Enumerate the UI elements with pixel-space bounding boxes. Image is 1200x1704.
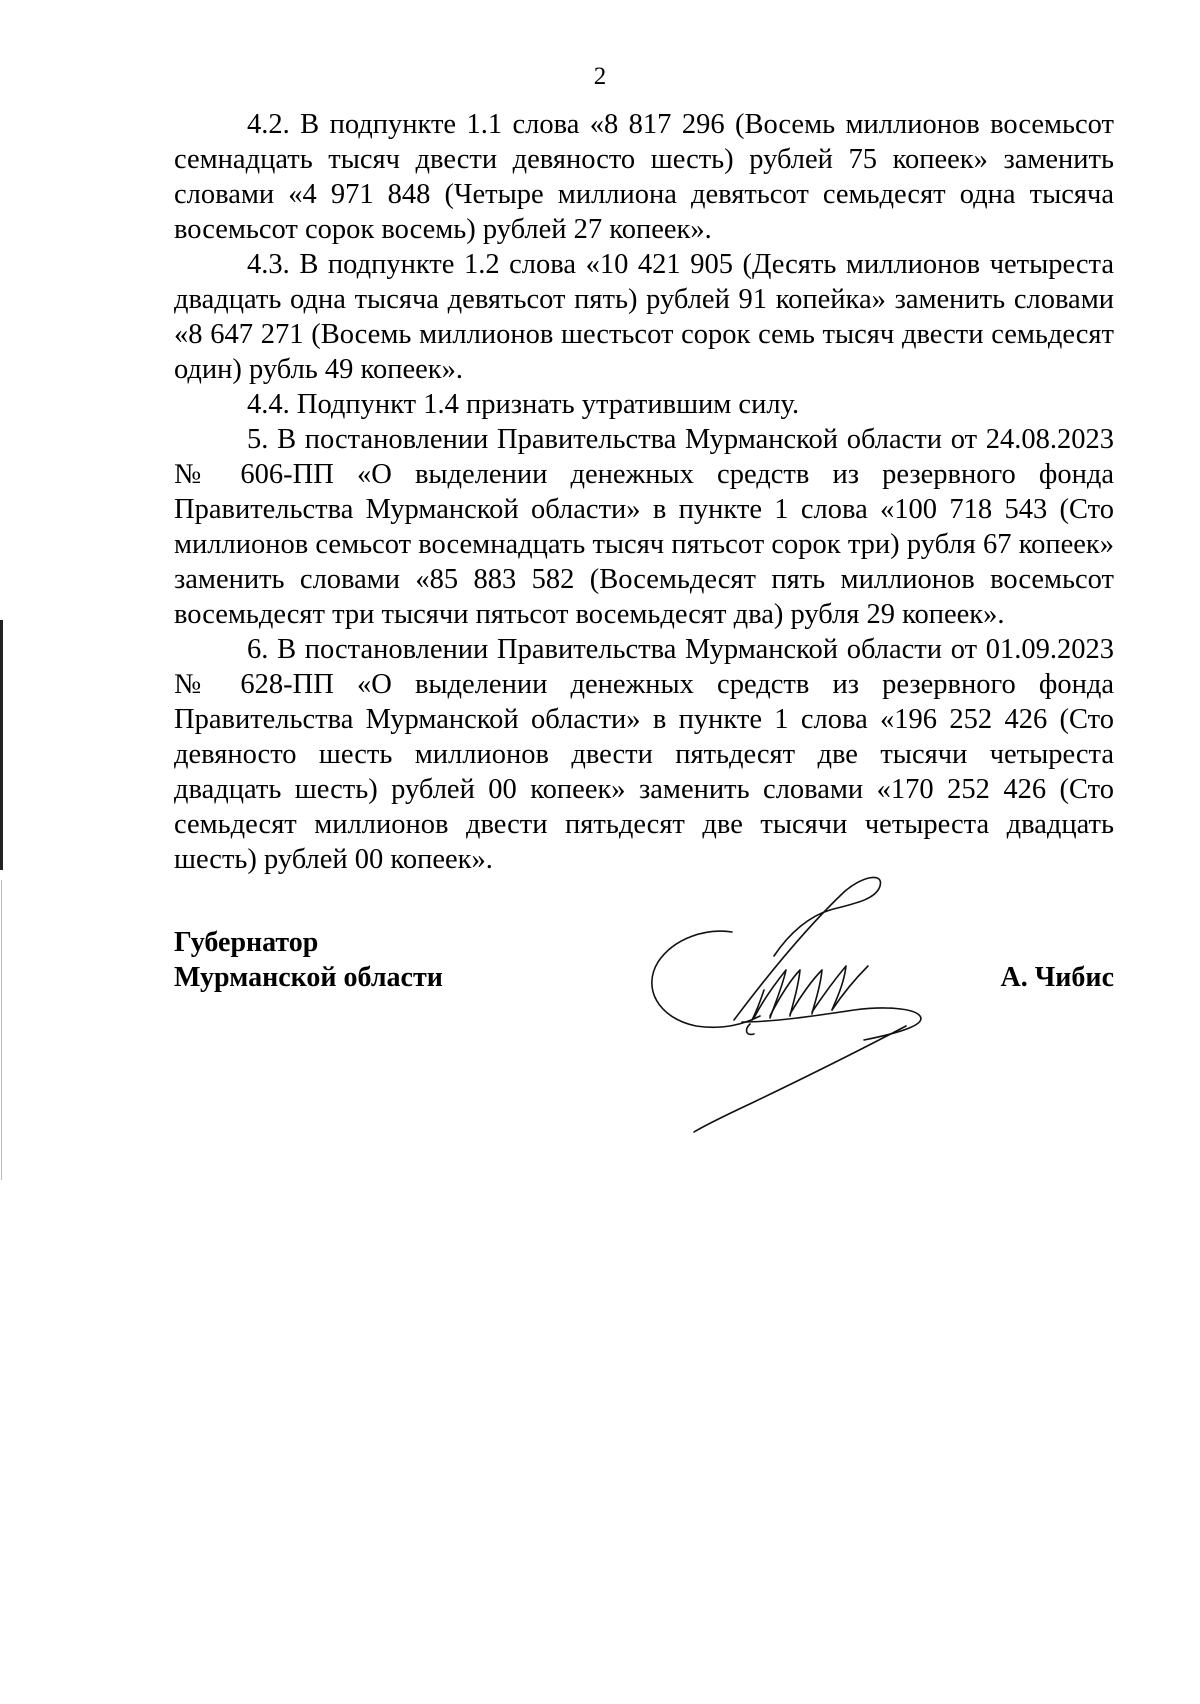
signatory-position-line-1: Губернатор — [174, 927, 319, 958]
signatory-name: А. Чибис — [1000, 962, 1114, 993]
paragraph-4-3: 4.3. В подпункте 1.2 слова «10 421 905 (Десять миллионов четыреста двадцать одна тысяча девятьсот пять) рублей 91 копейка» заменить словами «8 647 271 (Восемь миллионов шестьсот сорок семь тысяч двести семьдесят один) рубль 49 копеек». — [174, 249, 1114, 385]
paragraph-4-4: 4.4. Подпункт 1.4 признать утратившим силу. — [247, 389, 800, 420]
paragraph-4-2: 4.2. В подпункте 1.1 слова «8 817 296 (Восемь миллионов восемьсот семнадцать тысяч двести девяносто шесть) рублей 75 копеек» заменить словами «4 971 848 (Четыре миллиона девятьсот семьдесят одна тысяча восемьсот сорок восемь) рублей 27 копеек». — [174, 109, 1114, 245]
page-number: 2 — [593, 63, 607, 90]
signatory-position — [174, 925, 443, 995]
handwritten-signature — [614, 870, 934, 1140]
signature-block — [174, 925, 1114, 1165]
paragraph-6: 6. В постановлении Правительства Мурманской области от 01.09.2023 № 628-ПП «О выделении денежных средств из резервного фонда Правительства Мурманской области» в пункте 1 слова «196 252 426 (Сто девяносто шесть миллионов двести пятьдесят две тысячи четыреста двадцать шесть) рублей 00 копеек» заменить словами «170 252 426 (Сто семьдесят миллионов двести пятьдесят две тысячи четыреста двадцать шесть) рублей 00 копеек». — [174, 634, 1114, 875]
document-body — [174, 107, 1114, 877]
signatory-position-line-2: Мурманской области — [174, 962, 443, 993]
scan-edge-mark — [0, 620, 3, 870]
scan-edge-mark-faint — [1, 880, 2, 1180]
paragraph-5: 5. В постановлении Правительства Мурманской области от 24.08.2023 № 606-ПП «О выделении денежных средств из резервного фонда Правительства Мурманской области» в пункте 1 слова «100 718 543 (Сто миллионов семьсот восемнадцать тысяч пятьсот сорок три) рубля 67 копеек» заменить словами «85 883 582 (Восемьдесят пять миллионов восемьсот восемьдесят три тысячи пятьсот восемьдесят два) рубля 29 копеек». — [174, 424, 1114, 630]
